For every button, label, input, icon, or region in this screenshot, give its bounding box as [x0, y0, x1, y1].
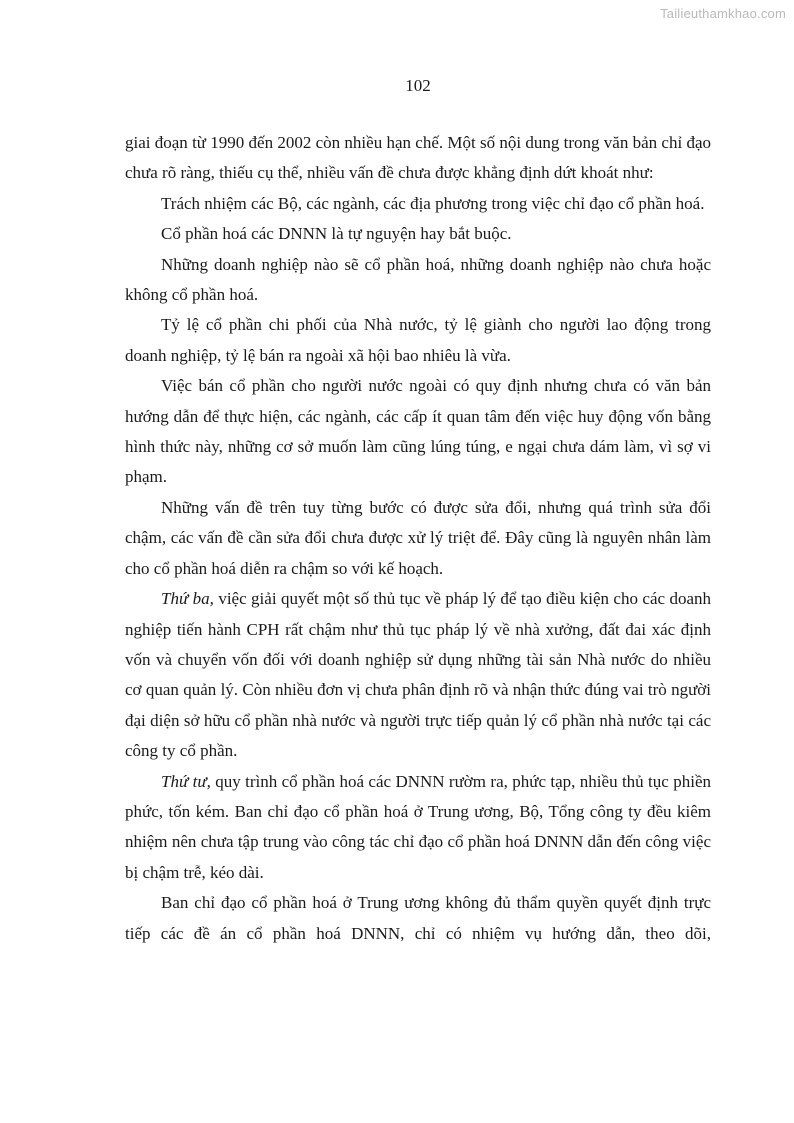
- paragraph-3: Cổ phần hoá các DNNN là tự nguyện hay bắt buộc.: [161, 224, 512, 244]
- paragraph-10: Ban chỉ đạo cổ phần hoá ở Trung ương không đủ thẩm quyền quyết định trực tiếp các đề án cổ phần hoá DNNN, chỉ có nhiệm vụ hướng dẫn, theo dõi,: [125, 893, 711, 943]
- paragraph-8-text: việc giải quyết một số thủ tục về pháp lý để tạo điều kiện cho các doanh nghiệp tiến hành CPH rất chậm như thủ tục pháp lý về nhà xưởng, đất đai xác định vốn và chuyển vốn đối với doanh nghiệp sử dụng những tài sản Nhà nước do nhiều cơ quan quản lý. Còn nhiều đơn vị chưa phân định rõ và nhận thức đúng vai trò người đại diện sở hữu cổ phần nhà nước và người trực tiếp quản lý cổ phần nhà nước tại các công ty cổ phần.: [125, 589, 711, 761]
- paragraph-9-text: quy trình cổ phần hoá các DNNN rườm ra, phức tạp, nhiều thủ tục phiền phức, tốn kém. Ban chỉ đạo cổ phần hoá ở Trung ương, Bộ, Tổng công ty đều kiêm nhiệm nên chưa tập trung vào công tác chỉ đạo cổ phần hoá DNNN dẫn đến công việc bị chậm trễ, kéo dài.: [125, 771, 711, 882]
- paragraph-8: [125, 584, 711, 766]
- paragraph-5: Tỷ lệ cổ phần chi phối của Nhà nước, tỷ lệ giành cho người lao động trong doanh nghiệp, tỷ lệ bán ra ngoài xã hội bao nhiêu là vừa.: [125, 315, 711, 365]
- page-number: 102: [405, 76, 431, 95]
- paragraph-7: Những vấn đề trên tuy từng bước có được sửa đổi, nhưng quá trình sửa đổi chậm, các vấn đề cần sửa đổi chưa được xử lý triệt để. Đây cũng là nguyên nhân làm cho cổ phần hoá diễn ra chậm so với kế hoạch.: [125, 497, 711, 578]
- watermark: Tailieuthamkhao.com: [660, 6, 786, 21]
- paragraph-9-lead: Thứ tư,: [161, 771, 211, 791]
- paragraph-6: Việc bán cổ phần cho người nước ngoài có quy định nhưng chưa có văn bản hướng dẫn để thực hiện, các ngành, các cấp ít quan tâm đến việc huy động vốn bằng hình thức này, những cơ sở muốn làm cũng lúng túng, e ngại chưa dám làm, vì sợ vi phạm.: [125, 376, 711, 487]
- paragraph-4: Những doanh nghiệp nào sẽ cổ phần hoá, những doanh nghiệp nào chưa hoặc không cổ phần hoá.: [125, 254, 711, 305]
- paragraph-9: [125, 767, 711, 889]
- paragraph-2: Trách nhiệm các Bộ, các ngành, các địa phương trong việc chỉ đạo cổ phần hoá.: [161, 193, 705, 213]
- document-body: [125, 128, 711, 949]
- paragraph-8-lead: Thứ ba,: [161, 589, 214, 609]
- paragraph-1: giai đoạn từ 1990 đến 2002 còn nhiều hạn chế. Một số nội dung trong văn bản chỉ đạo chưa rõ ràng, thiếu cụ thể, nhiều vấn đề chưa được khẳng định dứt khoát như:: [125, 133, 711, 183]
